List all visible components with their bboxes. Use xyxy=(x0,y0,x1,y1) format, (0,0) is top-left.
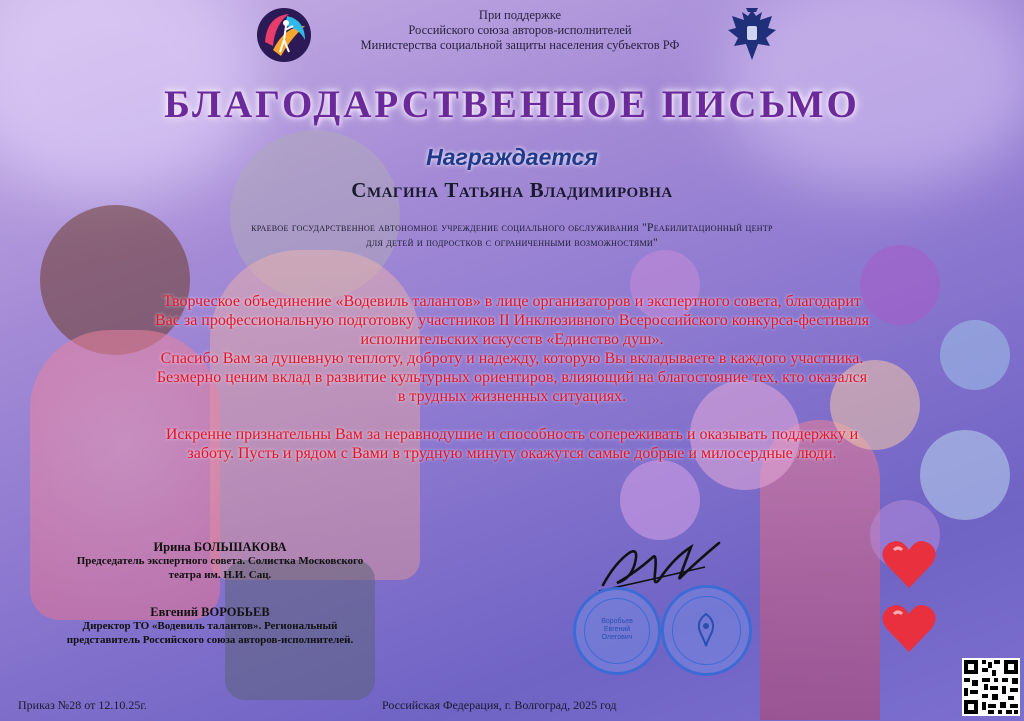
awarded-label: Награждается xyxy=(426,144,598,170)
heart-icon xyxy=(880,602,938,654)
support-line: Российского союза авторов-исполнителей xyxy=(408,23,632,37)
letter-body xyxy=(70,292,954,463)
support-statement xyxy=(330,8,710,53)
eagle-emblem-icon xyxy=(722,4,782,66)
body-line: Безмерно ценим вклад в развитие культурных ориентиров, влияющий на благостояние тех, кто оказался xyxy=(156,369,868,386)
signatory-role: Председатель экспертного совета. Солистка Московского xyxy=(76,555,364,567)
heart-icon xyxy=(880,538,938,590)
flower-icon xyxy=(620,460,700,540)
order-number: Приказ №28 от 12.10.25г. xyxy=(18,698,147,712)
place-and-year: Российская Федерация, г. Волгоград, 2025 год xyxy=(382,698,617,712)
signatory-name: Евгений ВОРОБЬЕВ xyxy=(150,605,270,619)
stamp-line: Воробьев xyxy=(601,618,633,625)
body-line: Спасибо Вам за душевную теплоту, доброту и надежду, которую Вы вкладываете в каждого участника. xyxy=(160,350,864,367)
qr-code-icon xyxy=(962,658,1020,716)
signatory-role: театра им. Н.И. Сац. xyxy=(168,569,272,581)
seal-emblem-icon xyxy=(691,612,721,648)
dancer-logo-icon xyxy=(255,6,313,64)
paragraph-gap xyxy=(70,406,954,425)
organization-line: краевое государственное автономное учреждение социального обслуживания "Реабилитационный центр xyxy=(251,222,773,234)
organization-seal xyxy=(661,585,752,676)
signatory-vorobyev xyxy=(0,605,420,647)
recipient-name: Смагина Татьяна Владимировна xyxy=(351,178,673,202)
signatory-name: Ирина БОЛЬШАКОВА xyxy=(153,540,287,554)
stamp-line: Олегович xyxy=(601,634,633,641)
stamp-text xyxy=(576,618,658,642)
stamp-line: Евгений xyxy=(603,626,631,633)
body-line: Искренне признательны Вам за неравнодушие и способность сопереживать и оказывать поддержку и xyxy=(165,426,859,443)
support-line: Министерства социальной защиты населения субъектов РФ xyxy=(360,38,680,52)
organization-line: для детей и подростков с ограниченными возможностями" xyxy=(365,237,659,249)
body-line: исполнительских искусств «Единство душ». xyxy=(360,331,664,348)
support-line: При поддержке xyxy=(478,8,562,22)
body-line: Вас за профессиональную подготовку участников II Инклюзивного Всероссийского конкурса-фестиваля xyxy=(155,312,869,329)
body-line: в трудных жизненных ситуациях. xyxy=(397,388,627,405)
signatory-bolshakova xyxy=(20,540,420,582)
body-line: заботу. Пусть и рядом с Вами в трудную минуту окажутся самые добрые и милосердные люди. xyxy=(187,445,837,462)
signatory-role: Директор ТО «Водевиль талантов». Региональный xyxy=(82,620,338,632)
recipient-organization xyxy=(110,221,914,251)
official-stamp xyxy=(573,587,661,675)
body-line: Творческое объединение «Водевиль талантов» в лице организаторов и экспертного совета, благодарит xyxy=(163,293,861,310)
signatory-role: представитель Российского союза авторов-исполнителей. xyxy=(66,634,354,646)
page-title: БЛАГОДАРСТВЕННОЕ ПИСЬМО xyxy=(164,83,860,126)
